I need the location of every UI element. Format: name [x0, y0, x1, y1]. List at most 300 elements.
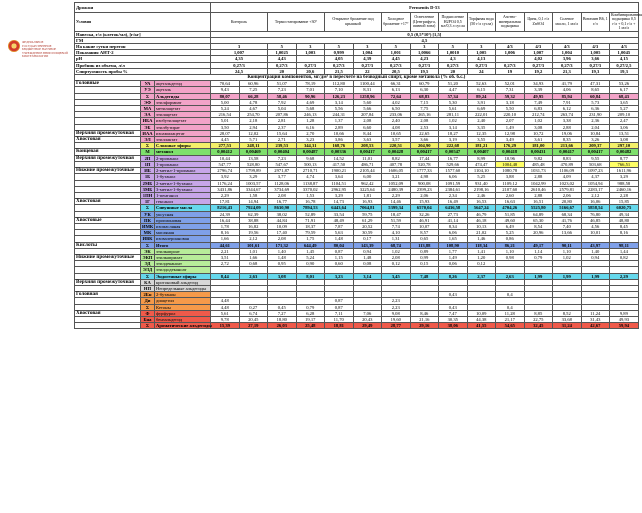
measurement-value: 3 — [353, 44, 382, 50]
component-value: 3,91 — [467, 99, 496, 105]
component-name: изобутилацетат — [155, 118, 211, 124]
component-value: 2,29 — [382, 192, 411, 198]
component-value: 3,86 — [325, 137, 354, 143]
component-value: 8,45 — [610, 223, 639, 229]
component-value: 1258,96 — [353, 93, 382, 99]
component-value: 3,29 — [325, 192, 354, 198]
component-value: 1577,60 — [439, 168, 468, 174]
component-value: 0,00417 — [553, 149, 582, 155]
fraction-group: Хвостовая — [75, 137, 141, 143]
component-value: 9,43 — [211, 87, 240, 93]
component-value: 48,80 — [610, 217, 639, 223]
component-value: 51,85 — [496, 211, 525, 217]
component-code: КА — [141, 279, 155, 285]
measurement-value: 5 — [268, 44, 297, 50]
component-value: 10,09 — [467, 310, 496, 316]
conditions-row — [75, 13, 639, 32]
component-value: 16,78 — [296, 199, 325, 205]
component-value: 20,96 — [524, 230, 553, 236]
component-value: 15,64 — [268, 130, 297, 136]
measurement-value: 1,007 — [211, 50, 268, 56]
component-value: 5,01 — [211, 118, 240, 124]
component-value: 44,84 — [268, 217, 297, 223]
component-value: 1,65 — [439, 236, 468, 242]
component-value: 32,26 — [410, 211, 439, 217]
institute-logo — [6, 30, 66, 76]
component-value: 1,53 — [296, 192, 325, 198]
component-value: 7,25 — [239, 87, 268, 93]
measurement-value: 0,27/3 — [382, 62, 411, 68]
component-value: 20,52 — [353, 223, 382, 229]
component-value: 5,50 — [496, 106, 525, 112]
component-value: 220,10 — [496, 112, 525, 118]
component-value: 7,01 — [296, 87, 325, 93]
component-value: 1003,57 — [239, 180, 268, 186]
component-name: ацетальдегид — [155, 81, 211, 87]
component-value: 0,79 — [296, 304, 325, 310]
component-value: 1,40 — [581, 248, 610, 254]
component-value: 1097,23 — [581, 168, 610, 174]
component-value: 2460,16 — [610, 186, 639, 192]
component-value: 2,47 — [610, 118, 639, 124]
component-value: 4,37 — [581, 174, 610, 180]
component-value: 1031,73 — [524, 168, 553, 174]
component-value: 254,70 — [239, 112, 268, 118]
component-value: 1,99 — [524, 273, 553, 279]
component-code: ИВК — [141, 236, 155, 242]
component-value: 16,82 — [239, 223, 268, 229]
component-value: 112,80 — [325, 81, 354, 87]
component-value: 2,06 — [553, 192, 582, 198]
component-value: 3,29 — [239, 174, 268, 180]
component-value: 2,53 — [410, 124, 439, 130]
component-value: 80,07 — [211, 93, 240, 99]
component-value: 6443,64 — [325, 205, 354, 211]
component-value: 8,44 — [353, 130, 382, 136]
component-value: 38,06 — [439, 323, 468, 329]
component-value: 3225,64 — [353, 186, 382, 192]
component-value: 10,72 — [524, 130, 553, 136]
component-name: фурфурол — [155, 310, 211, 316]
component-value: 5,63 — [325, 230, 354, 236]
component-value: 9,78 — [211, 316, 240, 322]
component-value: 27,19 — [239, 323, 268, 329]
fraction-group: Хвостовая — [75, 310, 141, 316]
component-value: 14,94 — [239, 199, 268, 205]
component-value: 1104,51 — [325, 180, 354, 186]
component-code: Σ — [141, 242, 155, 248]
fraction-group: Нижние промежуточные — [75, 254, 141, 260]
component-name: этилкапроат — [155, 248, 211, 254]
component-value: 1,48 — [325, 236, 354, 242]
param-label: Навеска, г/л (клеток/мл), [г/кг] — [75, 31, 211, 37]
component-value: 20,45 — [239, 316, 268, 322]
component-value: 64,89 — [524, 211, 553, 217]
component-value: 0,00417 — [410, 149, 439, 155]
component-value: 46,18 — [467, 217, 496, 223]
component-value: 0,00469 — [239, 149, 268, 155]
component-value: 8,01 — [296, 273, 325, 279]
component-value: 8,85 — [524, 310, 553, 316]
component-value: 8,26 — [439, 273, 468, 279]
component-value: 181,21 — [467, 143, 496, 149]
component-value: 10,65 — [382, 130, 411, 136]
component-value: 8,16 — [610, 230, 639, 236]
component-value: 2,40 — [467, 118, 496, 124]
component-value: 59,94 — [610, 323, 639, 329]
component-value: 6,16 — [296, 124, 325, 130]
measurement-value: 19,3 — [610, 68, 639, 74]
component-value: 2480,39 — [382, 186, 411, 192]
component-value: 216,54 — [211, 112, 240, 118]
component-value: 5525,80 — [524, 205, 553, 211]
component-name: этилкаприлат — [155, 254, 211, 260]
component-name: 1-пропанол — [155, 161, 211, 167]
component-value: 962,42 — [353, 180, 382, 186]
component-value: 68,34 — [553, 211, 582, 217]
component-name: Сивушные масла — [155, 205, 211, 211]
component-value: 32,45 — [524, 323, 553, 329]
component-value: 0,90 — [296, 261, 325, 267]
component-value: 8,52 — [553, 310, 582, 316]
component-value: 143,39 — [353, 242, 382, 248]
component-value: 2384,61 — [439, 186, 468, 192]
condition-header: Подкисление H2PO4 0,5 мл/0,3 л сусла — [439, 13, 468, 32]
component-value: 0,98 — [496, 254, 525, 260]
component-code: 1Г — [141, 199, 155, 205]
component-value: 7894,53 — [296, 205, 325, 211]
component-value: 2283,17 — [581, 186, 610, 192]
component-value: 8,82 — [382, 155, 411, 161]
component-value: 3370,02 — [296, 186, 325, 192]
component-value: 2,60 — [496, 192, 525, 198]
component-value: 2,36 — [581, 118, 610, 124]
component-value: 1,31 — [382, 236, 411, 242]
condition-header: Азотно-минеральная подкормка — [496, 13, 525, 32]
component-value: 0,00417 — [581, 149, 610, 155]
measurement-value: 4/3 — [610, 44, 639, 50]
component-value: 18,47 — [382, 211, 411, 217]
component-value: 29,16 — [410, 323, 439, 329]
fraction-group: Кислоты — [75, 242, 141, 248]
component-value: 3,51 — [211, 254, 240, 260]
component-value: 7,92 — [268, 99, 297, 105]
component-value: 4,98 — [410, 174, 439, 180]
component-value: 1,49 — [496, 124, 525, 130]
component-code: 1П — [141, 161, 155, 167]
component-value: 22,65 — [410, 130, 439, 136]
component-value: 5,71 — [239, 137, 268, 143]
component-code: ЭБ — [141, 124, 155, 130]
measurement-value: 0,27/3 — [467, 62, 496, 68]
component-value: 51,59 — [382, 217, 411, 223]
component-value: 181,00 — [524, 143, 553, 149]
component-value: 20,43 — [353, 316, 382, 322]
component-value: 51,07 — [268, 81, 297, 87]
component-value: 7,74 — [382, 223, 411, 229]
component-value: 13,58 — [239, 155, 268, 161]
measurement-value: 0,27/3 — [553, 62, 582, 68]
component-value: 547,77 — [211, 161, 240, 167]
component-value: 31,24 — [553, 323, 582, 329]
component-value: 2,21 — [211, 248, 240, 254]
measurement-label: Показания АНТ-2 — [75, 50, 211, 56]
component-value: 8,83 — [553, 155, 582, 161]
component-value: 2,12 — [239, 236, 268, 242]
measurement-label: pH — [75, 56, 211, 62]
component-value: 18,80 — [268, 316, 297, 322]
component-value: 13,51 — [610, 130, 639, 136]
component-value: 7,11 — [325, 310, 354, 316]
component-value: 8,46 — [410, 310, 439, 316]
component-value: 49,93 — [610, 316, 639, 322]
component-name: пропионовая — [155, 217, 211, 223]
component-value: 89,24 — [467, 93, 496, 99]
measurement-label: Спиртуозность пробы % — [75, 68, 211, 74]
component-value: 3,92 — [211, 174, 240, 180]
component-value: 2962,95 — [325, 186, 354, 192]
component-value: 204,90 — [410, 143, 439, 149]
component-value: 407,78 — [382, 161, 411, 167]
component-value: 208,53 — [353, 143, 382, 149]
component-value: 108,90 — [439, 242, 468, 248]
component-value: 98,11 — [610, 242, 639, 248]
component-value: 68,43 — [610, 93, 639, 99]
component-value: 41,76 — [553, 217, 582, 223]
component-value: 16,63 — [496, 199, 525, 205]
component-value: 6,15 — [467, 87, 496, 93]
component-value: 1,48 — [268, 254, 297, 260]
condition-header: Термостатирование +30° — [268, 13, 325, 32]
component-value: 7,87 — [325, 223, 354, 229]
component-value: 0,27 — [239, 304, 268, 310]
component-value: 6,12 — [553, 106, 582, 112]
component-value: 7924,09 — [239, 205, 268, 211]
fraction-group: Верхняя промежуточная — [75, 155, 141, 161]
component-value: 1004,48 — [496, 161, 525, 167]
component-value: 0,89 — [410, 248, 439, 254]
component-value: 0,95 — [268, 261, 297, 267]
measurement-value: 1,0066 — [410, 50, 439, 56]
component-value: 246,13 — [296, 112, 325, 118]
component-value: 0,00417 — [353, 149, 382, 155]
component-value: 2105,44 — [353, 168, 382, 174]
component-value: 6,13 — [382, 87, 411, 93]
component-value: 17,44 — [410, 155, 439, 161]
measurement-value: 3 — [211, 44, 268, 50]
component-name: 2-бутанон — [155, 292, 211, 298]
component-value: 209,10 — [610, 112, 639, 118]
component-value: 766,51 — [610, 161, 639, 167]
component-value: 1,10 — [553, 248, 582, 254]
component-value: 470,89 — [553, 161, 582, 167]
component-code: УЭ — [141, 87, 155, 93]
component-value: 244,31 — [325, 112, 354, 118]
component-value: 2198,16 — [467, 186, 496, 192]
measurement-value: 0,27/3 — [581, 62, 610, 68]
component-value: 1176,24 — [211, 180, 240, 186]
fraction-group: Концевая — [75, 149, 141, 155]
measurement-value: 0,27/3 — [211, 62, 268, 68]
component-value: 0,06 — [439, 261, 468, 267]
component-value: 1,37 — [325, 118, 354, 124]
component-value: 11,70 — [325, 316, 354, 322]
component-code: Σ — [141, 143, 155, 149]
component-value: 2,63 — [239, 273, 268, 279]
measurement-value: 20,5 — [382, 68, 411, 74]
component-value: 1,66 — [239, 254, 268, 260]
component-value: 4,45 — [211, 137, 240, 143]
component-value: 3,18 — [496, 99, 525, 105]
component-value: 3,50 — [211, 124, 240, 130]
component-value: 263,74 — [553, 112, 582, 118]
fraction-group: Верхняя промежуточная — [75, 279, 141, 285]
component-value: 8630,90 — [268, 205, 297, 211]
component-value: 2,29 — [610, 273, 639, 279]
component-value: 19,17 — [296, 316, 325, 322]
component-code: Ди — [141, 298, 155, 304]
component-name: 2-метил-1-пропанол — [155, 168, 211, 174]
component-value: 297,10 — [610, 143, 639, 149]
component-value: 2,94 — [239, 124, 268, 130]
component-value: 10,09 — [268, 223, 297, 229]
component-value: 3344,67 — [239, 186, 268, 192]
component-value: 1611,96 — [610, 168, 639, 174]
component-value: 486,71 — [353, 161, 382, 167]
component-value: 7,48 — [410, 273, 439, 279]
component-value: 1091,59 — [439, 180, 468, 186]
component-value: 3,23 — [325, 273, 354, 279]
component-value: 520,78 — [410, 161, 439, 167]
component-name: этилдеканоат — [155, 261, 211, 267]
measurement-value: 20 — [439, 68, 468, 74]
component-value: 529,66 — [439, 161, 468, 167]
measurement-value: 19,5 — [410, 68, 439, 74]
component-value: 38,02 — [268, 211, 297, 217]
component-value: 988,58 — [610, 180, 639, 186]
component-value: 3,61 — [524, 137, 553, 143]
component-value: 0,82 — [610, 254, 639, 260]
component-value: 4,09 — [553, 174, 582, 180]
component-value: 7,91 — [553, 99, 582, 105]
condition-header: Холодное брожение +17° — [382, 13, 411, 32]
component-value: 1,66 — [211, 236, 240, 242]
component-value: 26,03 — [268, 323, 297, 329]
component-value: 644,49 — [296, 242, 325, 248]
measurement-value: 4,45 — [382, 56, 411, 62]
component-value: 59,75 — [353, 211, 382, 217]
component-value: 22,75 — [524, 316, 553, 322]
conditions-label: Условия — [75, 13, 211, 32]
component-value: 2,70 — [296, 130, 325, 136]
component-value: 281,11 — [439, 112, 468, 118]
component-value: 222,68 — [439, 143, 468, 149]
component-code: ЭК — [141, 248, 155, 254]
component-value: 1,45 — [296, 248, 325, 254]
component-value: 53,26 — [610, 81, 639, 87]
organization-name: ФЕДЕРАЛЬНОЕ ГОСУДАРСТВЕННОЕ БЮДЖЕТНОЕ НАУЧНОЕ УЧРЕЖДЕНИЕ ВНИИ ПИЩЕВОЙ БИОТЕХНОЛОГИИ — [22, 40, 68, 59]
component-value: 15,93 — [410, 199, 439, 205]
component-value: 4,67 — [239, 106, 268, 112]
component-value: 80,04 — [325, 242, 354, 248]
component-name: метилацетат — [155, 106, 211, 112]
component-value: 85,94 — [553, 93, 582, 99]
component-value: 3,14 — [325, 99, 354, 105]
component-value: 2,89 — [325, 124, 354, 130]
component-value: 2,29 — [211, 192, 240, 198]
component-value: 5,24 — [296, 254, 325, 260]
component-name: изовалериановая — [155, 236, 211, 242]
component-value: 90,96 — [296, 93, 325, 99]
component-name: 1-бутанол — [155, 174, 211, 180]
measurement-value: 4,3 — [439, 56, 468, 62]
component-value: 16,51 — [524, 199, 553, 205]
component-value: 3,55 — [467, 137, 496, 143]
component-value: 16,49 — [439, 199, 468, 205]
component-value: 21,17 — [496, 316, 525, 322]
component-value: 28,77 — [382, 323, 411, 329]
component-value: 474,47 — [467, 161, 496, 167]
component-value: 86,21 — [496, 242, 525, 248]
measurement-value: 4,05 — [325, 56, 354, 62]
component-value: 16,06 — [581, 199, 610, 205]
component-value: 14,73 — [325, 199, 354, 205]
component-value: 19,60 — [382, 316, 411, 322]
component-value: 3,45 — [382, 273, 411, 279]
component-value: 3,08 — [524, 124, 553, 130]
component-value: 0,00336 — [325, 149, 354, 155]
component-row — [75, 323, 639, 329]
measurement-value: 1,003 — [296, 50, 325, 56]
measurement-value: 4,13 — [467, 56, 496, 62]
component-value: 61,29 — [353, 217, 382, 223]
component-value: 3,14 — [353, 273, 382, 279]
component-value: 3,19 — [439, 137, 468, 143]
component-value: 27,73 — [439, 211, 468, 217]
component-value: 1104,10 — [467, 168, 496, 174]
component-value: 2,23 — [382, 298, 411, 304]
component-value: 47,31 — [581, 81, 610, 87]
component-value: 0,79 — [524, 254, 553, 260]
component-code: М — [141, 149, 155, 155]
component-value: 60,96 — [239, 81, 268, 87]
component-value: 7,15 — [410, 99, 439, 105]
component-value: 2399,23 — [410, 186, 439, 192]
component-value: 2,08 — [353, 118, 382, 124]
component-value: 16,53 — [467, 199, 496, 205]
measurement-value: 22 — [353, 68, 382, 74]
component-value: 1,78 — [211, 223, 240, 229]
component-code: УК — [141, 211, 155, 217]
component-value: 1109,12 — [496, 180, 525, 186]
component-value: 10,07 — [410, 223, 439, 229]
component-value: 46,85 — [581, 217, 610, 223]
component-value: 65,30 — [524, 217, 553, 223]
component-value: 2,08 — [382, 254, 411, 260]
measurement-value: 1,007 — [524, 50, 553, 56]
component-value: 4,02 — [382, 99, 411, 105]
component-value: 46,79 — [467, 211, 496, 217]
component-value: 7,23 — [268, 87, 297, 93]
component-value: 2,06 — [410, 192, 439, 198]
measurement-value: 1,004 — [353, 50, 382, 56]
measurement-value: 1,0025 — [268, 50, 297, 56]
component-name: Ароматические альдегиды — [156, 323, 212, 329]
component-value: 1,10 — [496, 248, 525, 254]
fraction-group: Головная — [75, 292, 141, 298]
measurement-value: 1,006 — [496, 50, 525, 56]
measurement-label: Пробник из объема, л/л — [75, 62, 211, 68]
